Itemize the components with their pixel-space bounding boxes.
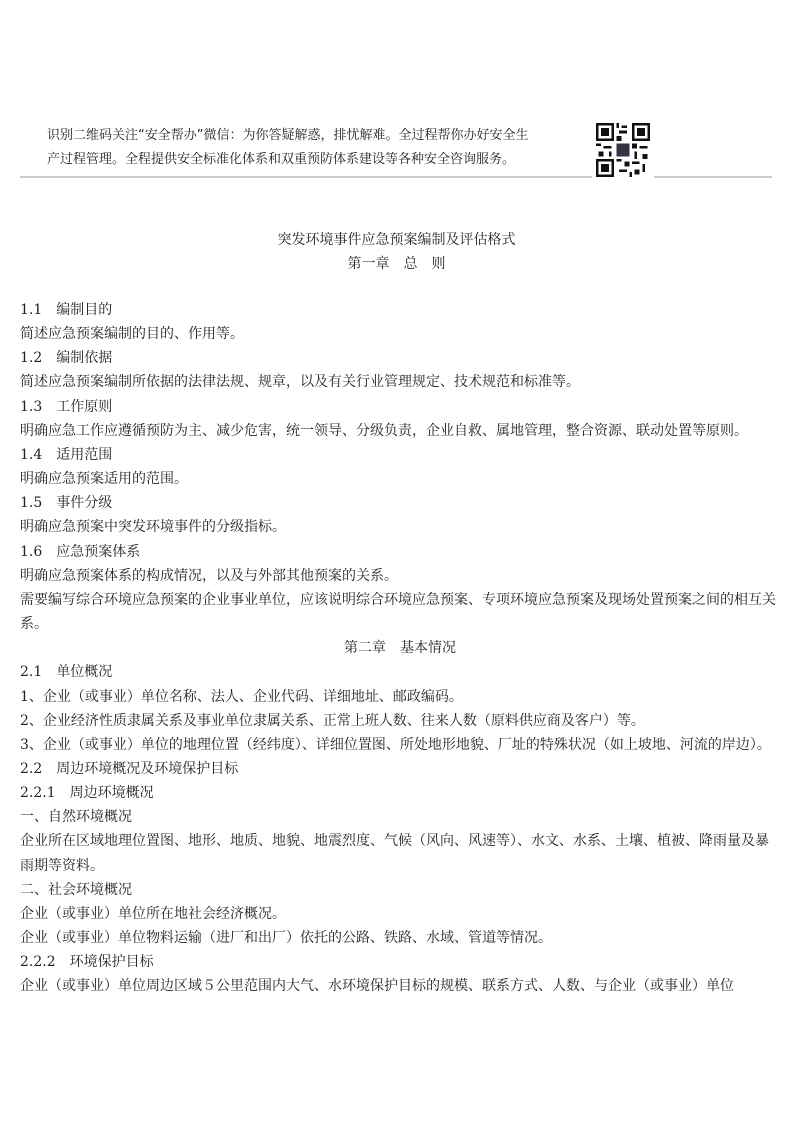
banner-line-1: 识别二维码关注“安全帮办”微信：为你答疑解惑，排忧解难。全过程帮你办好安全生 (47, 128, 529, 143)
paragraph: 明确应急工作应遵循预防为主、减少危害，统一领导、分级负责，企业自救、属地管理，整合资源、联动处置等原则。 (20, 422, 748, 439)
paragraph: 2、企业经济性质隶属关系及事业单位隶属关系、正常上班人数、往来人数（原料供应商及客户）等。 (20, 712, 645, 729)
paragraph: 简述应急预案编制所依据的法律法规、规章，以及有关行业管理规定、技术规范和标准等。 (20, 374, 580, 391)
paragraph: 明确应急预案适用的范围。 (20, 471, 188, 488)
paragraph: 2.1 单位概况 (20, 664, 113, 681)
paragraph: 1.1 编制目的 (20, 302, 113, 318)
paragraph: 需要编写综合环境应急预案的企业事业单位，应该说明综合环境应急预案、专项环境应急预案及现场处置预案之间的相互关系。 (20, 591, 776, 633)
paragraph: 企业（或事业）单位所在地社会经济概况。 (20, 905, 286, 922)
header-divider-left (20, 176, 592, 178)
document-body (20, 298, 780, 999)
paragraph: 2.2 周边环境概况及环境保护目标 (20, 760, 239, 777)
paragraph: 企业所在区域地理位置图、地形、地质、地貌、地震烈度、气候（风向、风速等）、水文、水系、土壤、植被、降雨量及暴雨期等资料。 (20, 833, 769, 874)
paragraph: 企业（或事业）单位物料运输（进厂和出厂）依托的公路、铁路、水域、管道等情况。 (20, 930, 552, 947)
paragraph: 1.2 编制依据 (20, 350, 113, 367)
paragraph: 简述应急预案编制的目的、作用等。 (20, 326, 244, 343)
promo-banner (47, 124, 567, 172)
paragraph: 企业（或事业）单位周边区域５公里范围内大气、水环境保护目标的规模、联系方式、人数、与企业（或事业）单位 (20, 978, 734, 995)
paragraph: 2.2.1 周边环境概况 (20, 785, 154, 802)
paragraph: 2.2.2 环境保护目标 (20, 954, 154, 971)
paragraph: 1.6 应急预案体系 (20, 543, 141, 560)
paragraph: 明确应急预案中突发环境事件的分级指标。 (20, 519, 286, 536)
paragraph: 3、企业（或事业）单位的地理位置（经纬度）、详细位置图、所处地形地貌、厂址的特殊状况（如上坡地、河流的岸边）。 (20, 736, 771, 753)
paragraph: 1.3 工作原则 (20, 398, 113, 415)
header-divider-right (654, 176, 772, 178)
chapter-1-heading: 第一章 总 则 (347, 256, 446, 272)
paragraph: 一、自然环境概况 (20, 809, 132, 826)
paragraph: 1、企业（或事业）单位名称、法人、企业代码、详细地址、邮政编码。 (20, 688, 463, 705)
paragraph: 1.4 适用范围 (20, 446, 113, 463)
document-title: 突发环境事件应急预案编制及评估格式 (277, 232, 516, 248)
qr-code-icon (596, 123, 650, 177)
paragraph: 二、社会环境概况 (20, 881, 132, 898)
chapter-2-heading: 第二章 基本情况 (344, 640, 456, 657)
banner-line-2: 产过程管理。全程提供安全标准化体系和双重预防体系建设等各种安全咨询服务。 (47, 152, 516, 167)
paragraph: 明确应急预案体系的构成情况，以及与外部其他预案的关系。 (20, 567, 398, 584)
paragraph: 1.5 事件分级 (20, 495, 113, 512)
